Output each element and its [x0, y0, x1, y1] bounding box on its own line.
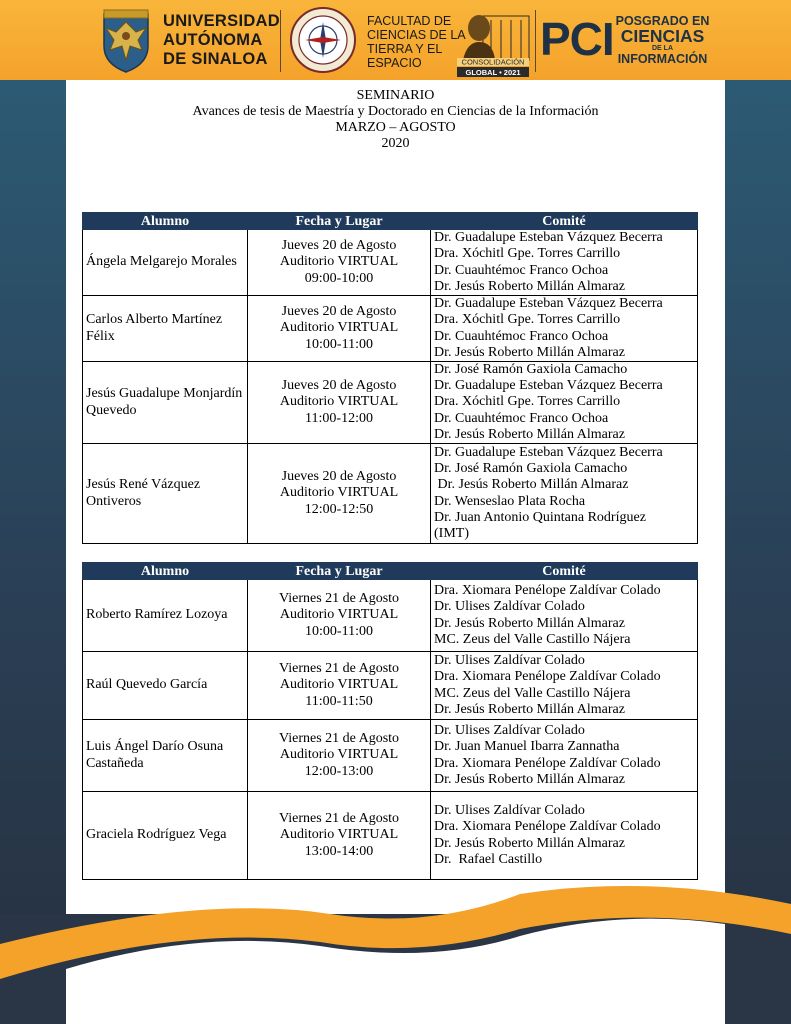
- title-line-2: Avances de tesis de Maestría y Doctorado en Ciencias de la Información: [192, 104, 599, 119]
- date-place-line: 10:00-11:00: [305, 623, 373, 639]
- table-row: [83, 580, 698, 652]
- date-place-line: 10:00-11:00: [305, 336, 373, 352]
- date-place-line: 13:00-14:00: [304, 843, 374, 859]
- committee-cell: [431, 720, 698, 792]
- committee-member: Dr. Jesús Roberto Millán Almaraz: [434, 344, 625, 360]
- consolidation-global-badge: [455, 8, 531, 78]
- table-row: [83, 444, 698, 544]
- committee-member: Dr. Jesús Roberto Millán Almaraz: [434, 278, 625, 294]
- date-place-line: Auditorio VIRTUAL: [279, 677, 399, 693]
- committee-member: Dr. Jesús Roberto Millán Almaraz: [434, 426, 625, 442]
- header-divider: [280, 10, 281, 72]
- date-place-line: Jueves 20 de Agosto: [281, 304, 397, 320]
- date-place-cell: [248, 444, 431, 544]
- committee-member: Dr. Guadalupe Esteban Vázquez Becerra: [434, 296, 663, 312]
- date-place-line: Auditorio VIRTUAL: [279, 485, 399, 501]
- schedule-table-thursday: [82, 212, 698, 544]
- student-cell: Ángela Melgarejo Morales: [83, 230, 248, 296]
- committee-cell: [431, 580, 698, 652]
- title-line-4: 2020: [381, 136, 410, 151]
- column-header-date-place: Fecha y Lugar: [248, 563, 431, 580]
- committee-member: Dr. Ulises Zaldívar Colado: [434, 803, 585, 819]
- date-place-line: Auditorio VIRTUAL: [279, 747, 399, 763]
- university-eagle-shield-logo: [96, 6, 156, 74]
- committee-member: Dra. Xiomara Penélope Zaldívar Colado: [434, 819, 661, 835]
- committee-member: Dra. Xiomara Penélope Zaldívar Colado: [434, 583, 661, 599]
- date-place-line: 11:00-11:50: [305, 693, 373, 709]
- consolidation-line-2: GLOBAL • 2021: [465, 68, 521, 77]
- table-row: [83, 362, 698, 444]
- university-name-line-3: DE SINALOA: [163, 50, 268, 68]
- schedule-table-friday: [82, 562, 698, 880]
- university-name-line-1: UNIVERSIDAD: [163, 12, 280, 30]
- committee-member: Dr. José Ramón Gaxiola Camacho: [434, 461, 628, 477]
- table-row: [83, 792, 698, 880]
- committee-member: Dr. José Ramón Gaxiola Camacho: [434, 362, 628, 377]
- consolidation-line-1: CONSOLIDACIÓN: [461, 57, 525, 67]
- university-name-line-2: AUTÓNOMA: [163, 31, 263, 49]
- committee-member: Dr. Wenseslao Plata Rocha: [434, 493, 586, 509]
- committee-member: Dr. Jesús Roberto Millán Almaraz: [434, 615, 625, 631]
- student-cell: Roberto Ramírez Lozoya: [83, 580, 248, 652]
- committee-member: Dra. Xóchitl Gpe. Torres Carrillo: [434, 312, 621, 328]
- column-header-student: Alumno: [83, 213, 248, 230]
- date-place-line: Auditorio VIRTUAL: [279, 607, 399, 623]
- committee-member: Dr. Jesús Roberto Millán Almaraz: [434, 701, 625, 717]
- date-place-line: Viernes 21 de Agosto: [278, 811, 400, 827]
- right-border-decoration: [725, 80, 791, 1024]
- date-place-line: Auditorio VIRTUAL: [279, 394, 399, 410]
- faculty-name: [367, 14, 466, 70]
- faculty-name-line-3: TIERRA Y EL: [367, 42, 443, 56]
- committee-member: Dr. Guadalupe Esteban Vázquez Becerra: [434, 444, 663, 460]
- student-cell: Jesús Guadalupe Monjardín Quevedo: [83, 362, 248, 444]
- title-line-1: SEMINARIO: [356, 88, 435, 103]
- student-cell: Carlos Alberto Martínez Félix: [83, 296, 248, 362]
- student-cell: Graciela Rodríguez Vega: [83, 792, 248, 880]
- committee-member: Dr. Juan Manuel Ibarra Zannatha: [434, 739, 620, 755]
- committee-member: MC. Zeus del Valle Castillo Nájera: [434, 631, 631, 647]
- student-cell: Jesús René Vázquez Ontiveros: [83, 444, 248, 544]
- date-place-line: Auditorio VIRTUAL: [279, 320, 399, 336]
- committee-member: Dra. Xiomara Penélope Zaldívar Colado: [434, 669, 661, 685]
- date-place-cell: [248, 792, 431, 880]
- header-banner: [0, 0, 791, 80]
- date-place-cell: [248, 230, 431, 296]
- committee-member: Dra. Xóchitl Gpe. Torres Carrillo: [434, 394, 621, 410]
- table-row: [83, 652, 698, 720]
- pci-program-name: [615, 15, 710, 66]
- student-cell: Raúl Quevedo García: [83, 652, 248, 720]
- date-place-cell: [248, 580, 431, 652]
- committee-member: Dra. Xóchitl Gpe. Torres Carrillo: [434, 246, 621, 262]
- committee-member: (IMT): [434, 525, 469, 541]
- date-place-line: Jueves 20 de Agosto: [281, 238, 397, 254]
- date-place-cell: [248, 296, 431, 362]
- date-place-line: Auditorio VIRTUAL: [279, 254, 399, 270]
- committee-member: Dr. Cuauhtémoc Franco Ochoa: [434, 410, 609, 426]
- faculty-name-line-1: FACULTAD DE: [367, 14, 452, 28]
- committee-member: Dr. Rafael Castillo: [434, 851, 543, 867]
- header-divider: [535, 10, 536, 72]
- pci-name-line-2: CIENCIAS: [620, 26, 705, 46]
- date-place-line: Viernes 21 de Agosto: [278, 591, 400, 607]
- left-border-decoration: [0, 80, 66, 1024]
- student-cell: Luis Ángel Darío Osuna Castañeda: [83, 720, 248, 792]
- date-place-line: Jueves 20 de Agosto: [281, 378, 397, 394]
- table-header-row: [83, 563, 698, 580]
- committee-member: Dr. Ulises Zaldívar Colado: [434, 653, 585, 669]
- committee-member: Dr. Guadalupe Esteban Vázquez Becerra: [434, 230, 663, 246]
- pci-name-line-1: POSGRADO EN: [615, 14, 710, 28]
- faculty-name-line-2: CIENCIAS DE LA: [367, 28, 466, 42]
- date-place-line: Auditorio VIRTUAL: [279, 827, 399, 843]
- pci-logo: PCI: [540, 13, 614, 65]
- university-name: [163, 12, 280, 69]
- faculty-name-line-4: ESPACIO: [367, 56, 422, 70]
- date-place-line: 11:00-12:00: [305, 410, 373, 426]
- faculty-seal-logo: [289, 6, 357, 74]
- date-place-line: Viernes 21 de Agosto: [278, 661, 400, 677]
- column-header-committee: Comité: [431, 213, 698, 230]
- committee-member: Dr. Cuauhtémoc Franco Ochoa: [434, 262, 609, 278]
- committee-member: Dr. Jesús Roberto Millán Almaraz: [434, 771, 625, 787]
- committee-member: Dr. Jesús Roberto Millán Almaraz: [434, 835, 625, 851]
- pci-name-line-4: INFORMACIÓN: [617, 52, 708, 66]
- date-place-line: 09:00-10:00: [304, 270, 374, 286]
- document-title: [66, 88, 725, 152]
- committee-cell: [431, 444, 698, 544]
- bottom-wave-decoration: [0, 884, 791, 1024]
- date-place-cell: [248, 362, 431, 444]
- committee-member: MC. Zeus del Valle Castillo Nájera: [434, 685, 631, 701]
- committee-member: Dr. Guadalupe Esteban Vázquez Becerra: [434, 378, 663, 394]
- column-header-student: Alumno: [83, 563, 248, 580]
- committee-cell: [431, 230, 698, 296]
- committee-member: Dr. Juan Antonio Quintana Rodríguez: [434, 509, 646, 525]
- date-place-line: 12:00-12:50: [304, 501, 374, 517]
- committee-cell: [431, 362, 698, 444]
- pci-name-line-3: DE LA: [652, 45, 673, 52]
- date-place-line: Viernes 21 de Agosto: [278, 731, 400, 747]
- table-header-row: [83, 213, 698, 230]
- table-row: [83, 230, 698, 296]
- date-place-cell: [248, 652, 431, 720]
- column-header-committee: Comité: [431, 563, 698, 580]
- committee-member: Dr. Cuauhtémoc Franco Ochoa: [434, 328, 609, 344]
- date-place-line: Jueves 20 de Agosto: [281, 469, 397, 485]
- table-row: [83, 296, 698, 362]
- title-line-3: MARZO – AGOSTO: [335, 120, 456, 135]
- table-row: [83, 720, 698, 792]
- committee-member: Dr. Ulises Zaldívar Colado: [434, 599, 585, 615]
- date-place-cell: [248, 720, 431, 792]
- column-header-date-place: Fecha y Lugar: [248, 213, 431, 230]
- date-place-line: 12:00-13:00: [304, 763, 374, 779]
- committee-cell: [431, 792, 698, 880]
- committee-cell: [431, 652, 698, 720]
- committee-member: Dra. Xiomara Penélope Zaldívar Colado: [434, 755, 661, 771]
- committee-member: Dr. Jesús Roberto Millán Almaraz: [434, 477, 629, 493]
- committee-cell: [431, 296, 698, 362]
- committee-member: Dr. Ulises Zaldívar Colado: [434, 723, 585, 739]
